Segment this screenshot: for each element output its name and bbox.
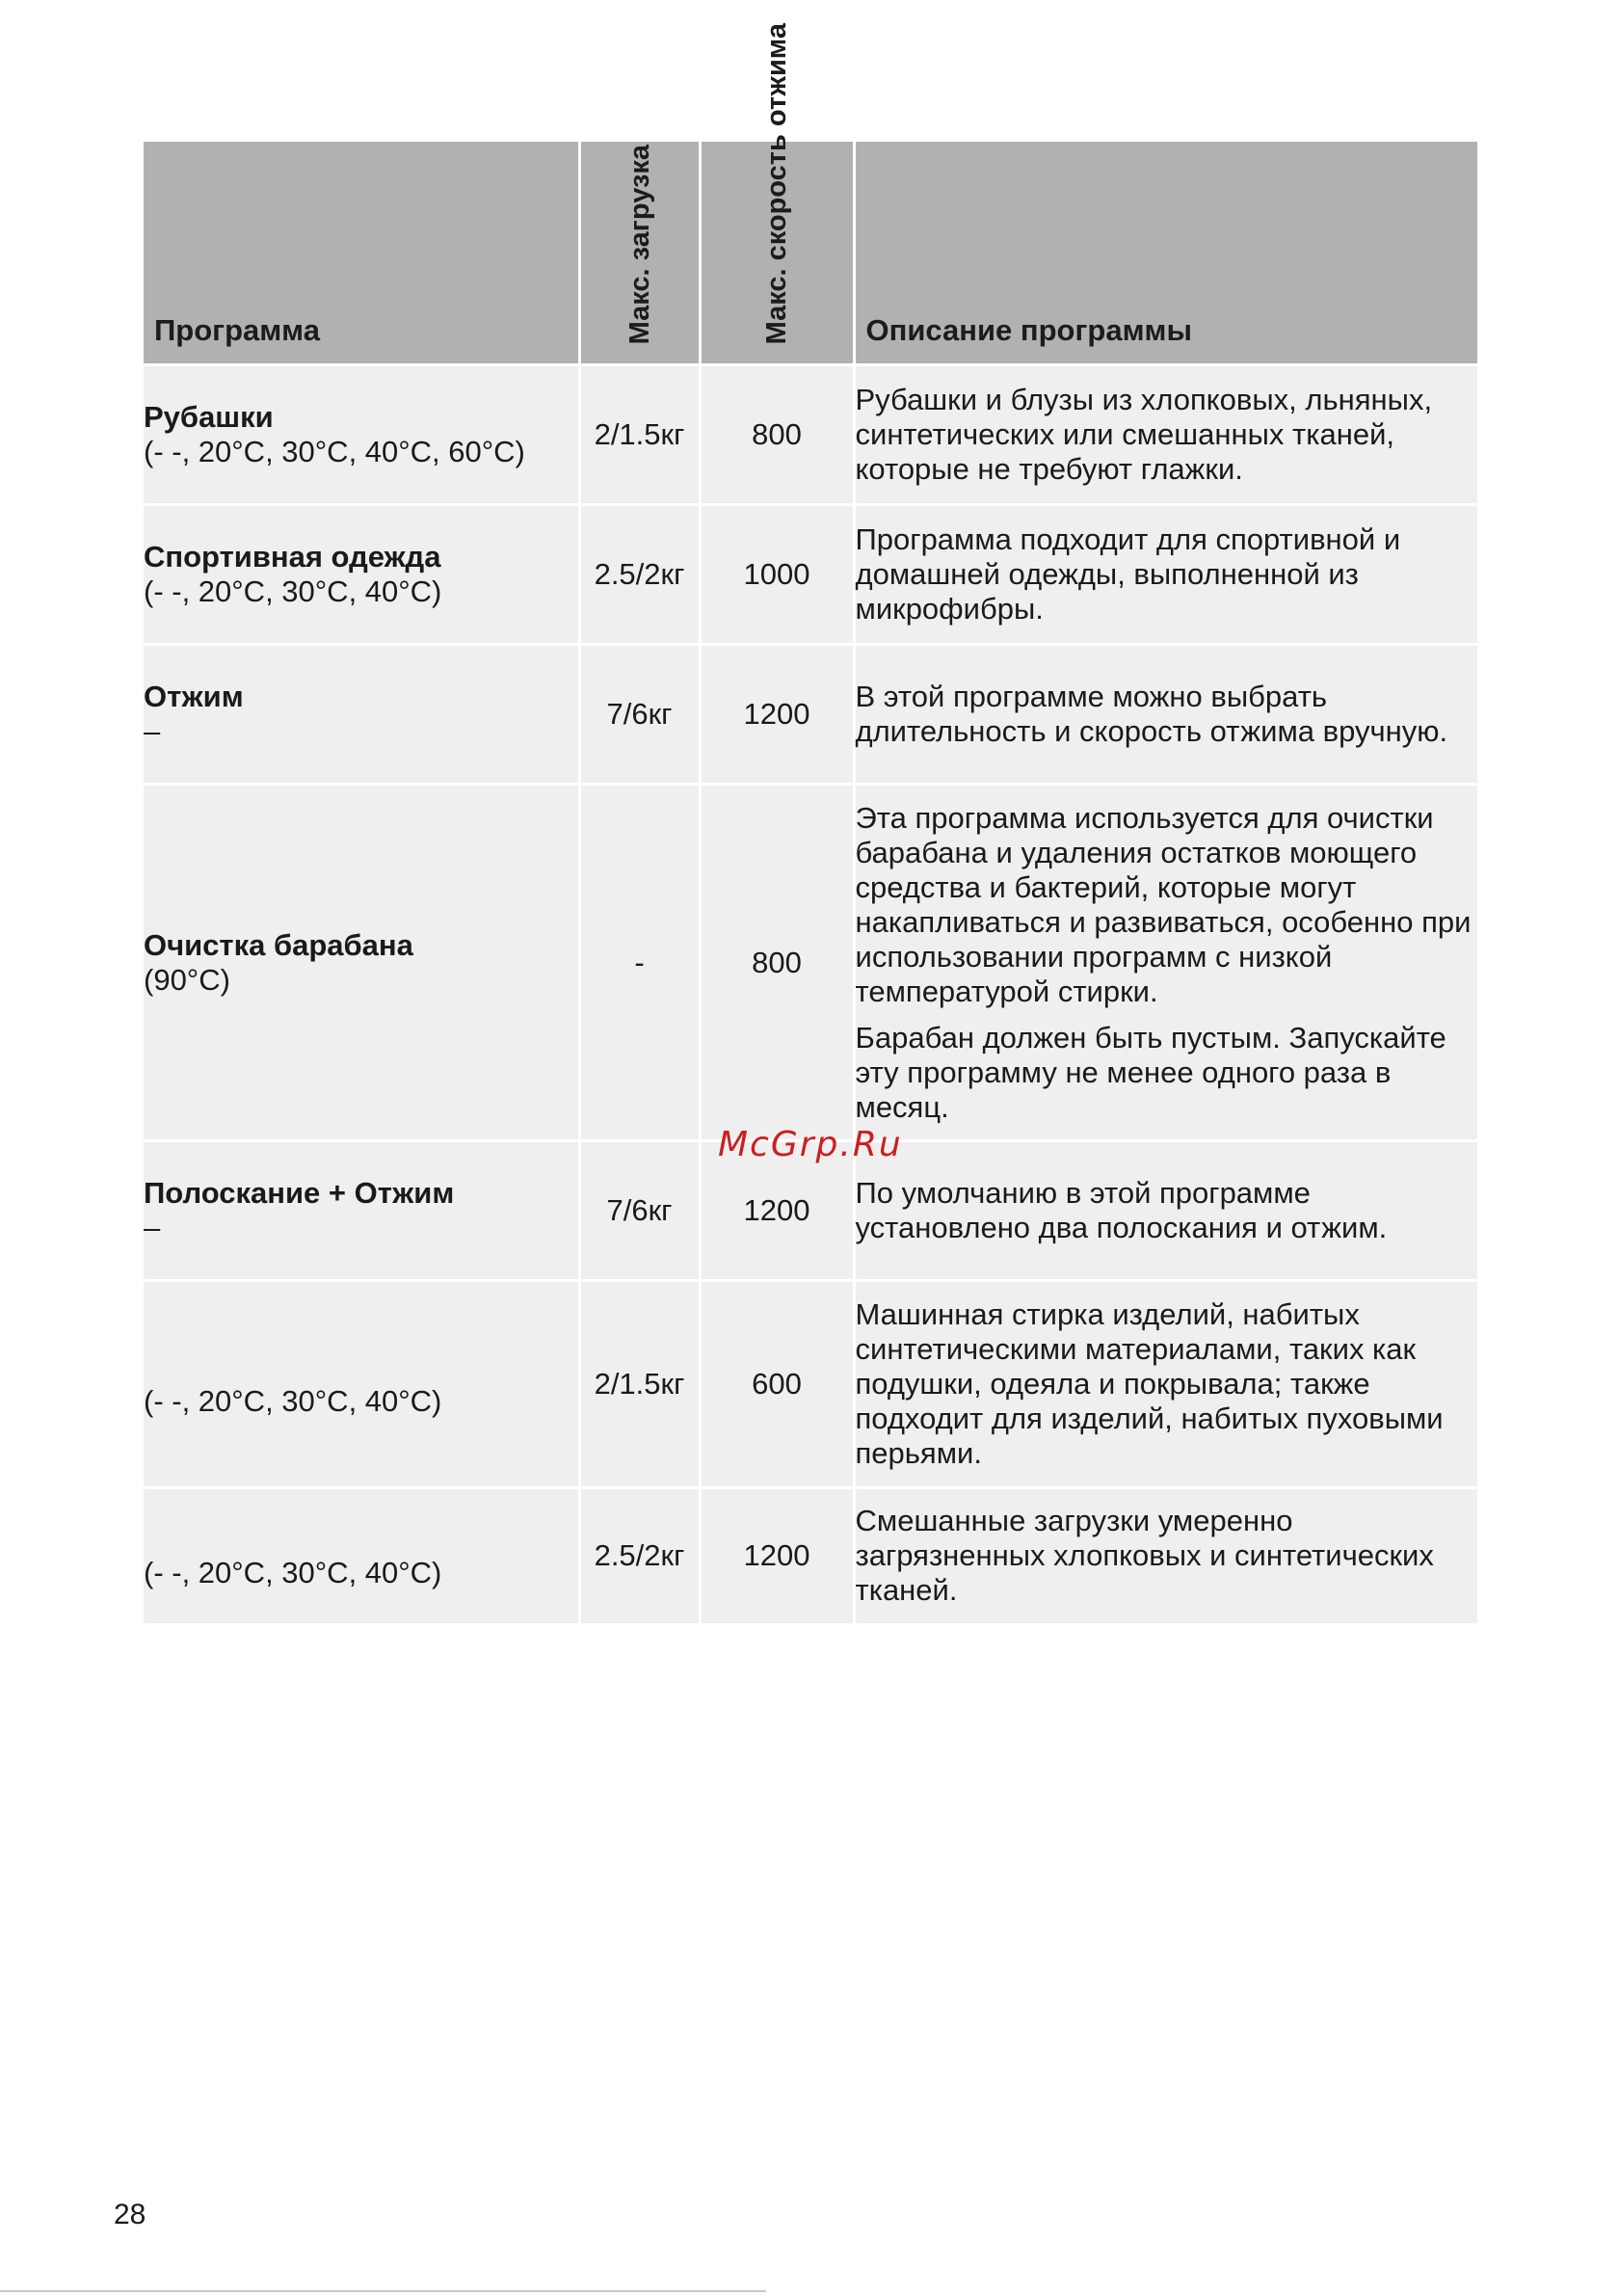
max-load-cell: 7/6кг bbox=[579, 1141, 700, 1281]
table-header-row bbox=[144, 142, 1477, 365]
program-name bbox=[144, 1521, 578, 1556]
watermark: McGrp.Ru bbox=[718, 1125, 903, 1164]
program-name: Спортивная одежда bbox=[144, 540, 441, 574]
program-cell bbox=[144, 505, 579, 645]
max-spin-cell: 1000 bbox=[700, 505, 854, 645]
max-spin-cell: 600 bbox=[700, 1281, 854, 1488]
max-load-cell: - bbox=[579, 785, 700, 1141]
table-row bbox=[144, 505, 1477, 645]
description-cell bbox=[854, 365, 1477, 505]
program-cell bbox=[144, 645, 579, 785]
program-cell bbox=[144, 1141, 579, 1281]
program-cell bbox=[144, 365, 579, 505]
description-cell bbox=[854, 645, 1477, 785]
description-text: Смешанные загрузки умеренно загрязненных хлопковых и синтетических тканей. bbox=[855, 1504, 1434, 1608]
max-spin-cell: 1200 bbox=[700, 645, 854, 785]
description-text: Машинная стирка изделий, набитых синтетическими материалами, таких как подушки, одеяла и покрывала; также подходит для изделий, набитых пуховыми перьями. bbox=[855, 1297, 1444, 1470]
description-text: По умолчанию в этой программе установлено два полоскания и отжим. bbox=[855, 1176, 1388, 1244]
header-max-spin: Макс. скорость отжима bbox=[700, 142, 854, 365]
max-load-cell: 7/6кг bbox=[579, 645, 700, 785]
max-spin-cell: 1200 bbox=[700, 1141, 854, 1281]
description-cell bbox=[854, 785, 1477, 1141]
program-name: Полоскание + Отжим bbox=[144, 1176, 455, 1210]
max-load-cell: 2.5/2кг bbox=[579, 1488, 700, 1623]
program-temperatures: – bbox=[144, 1211, 161, 1244]
max-spin-cell: 1200 bbox=[700, 1488, 854, 1623]
description-text: В этой программе можно выбрать длительность и скорость отжима вручную. bbox=[855, 680, 1448, 748]
description-cell bbox=[854, 1488, 1477, 1623]
description-text: Программа подходит для спортивной и домашней одежды, выполненной из микрофибры. bbox=[855, 522, 1401, 626]
program-name: Отжим bbox=[144, 680, 244, 713]
program-cell bbox=[144, 1488, 579, 1623]
max-load-cell: 2.5/2кг bbox=[579, 505, 700, 645]
page-number: 28 bbox=[114, 2199, 146, 2230]
program-name: Рубашки bbox=[144, 400, 274, 434]
table-row bbox=[144, 365, 1477, 505]
program-temperatures: (- -, 20°C, 30°C, 40°C) bbox=[144, 1556, 442, 1590]
header-description: Описание программы bbox=[854, 142, 1477, 365]
description-cell bbox=[854, 505, 1477, 645]
max-load-cell: 2/1.5кг bbox=[579, 365, 700, 505]
table-row bbox=[144, 785, 1477, 1141]
program-temperatures: – bbox=[144, 714, 161, 748]
program-temperatures: (- -, 20°C, 30°C, 40°C) bbox=[144, 574, 442, 608]
program-temperatures: (- -, 20°C, 30°C, 40°C) bbox=[144, 1384, 442, 1418]
program-temperatures: (90°C) bbox=[144, 962, 230, 997]
program-name: Очистка барабана bbox=[144, 927, 413, 962]
program-temperatures: (- -, 20°C, 30°C, 40°C, 60°C) bbox=[144, 435, 525, 468]
table-row bbox=[144, 645, 1477, 785]
description-cell bbox=[854, 1141, 1477, 1281]
max-spin-cell: 800 bbox=[700, 785, 854, 1141]
bottom-divider bbox=[0, 2290, 766, 2292]
max-spin-cell: 800 bbox=[700, 365, 854, 505]
table-row bbox=[144, 1488, 1477, 1623]
description-cell bbox=[854, 1281, 1477, 1488]
header-program: Программа bbox=[144, 142, 579, 365]
program-table bbox=[144, 22, 1477, 1623]
description-note: Барабан должен быть пустым. Запускайте эту программу не менее одного раза в месяц. bbox=[855, 1020, 1446, 1124]
program-cell bbox=[144, 785, 579, 1141]
table-row bbox=[144, 1281, 1477, 1488]
program-cell bbox=[144, 1281, 579, 1488]
program-name bbox=[144, 1349, 578, 1384]
description-text: Рубашки и блузы из хлопковых, льняных, синтетических или смешанных тканей, которые не требуют глажки. bbox=[855, 383, 1433, 486]
description-text: Эта программа используется для очистки барабана и удаления остатков моющего средства и бактерий, которые могут накапливаться и развиваться, особенно при использовании программ с низкой температурой стирки. bbox=[855, 800, 1472, 1008]
max-load-cell: 2/1.5кг bbox=[579, 1281, 700, 1488]
header-max-load: Макс. загрузка bbox=[579, 142, 700, 365]
